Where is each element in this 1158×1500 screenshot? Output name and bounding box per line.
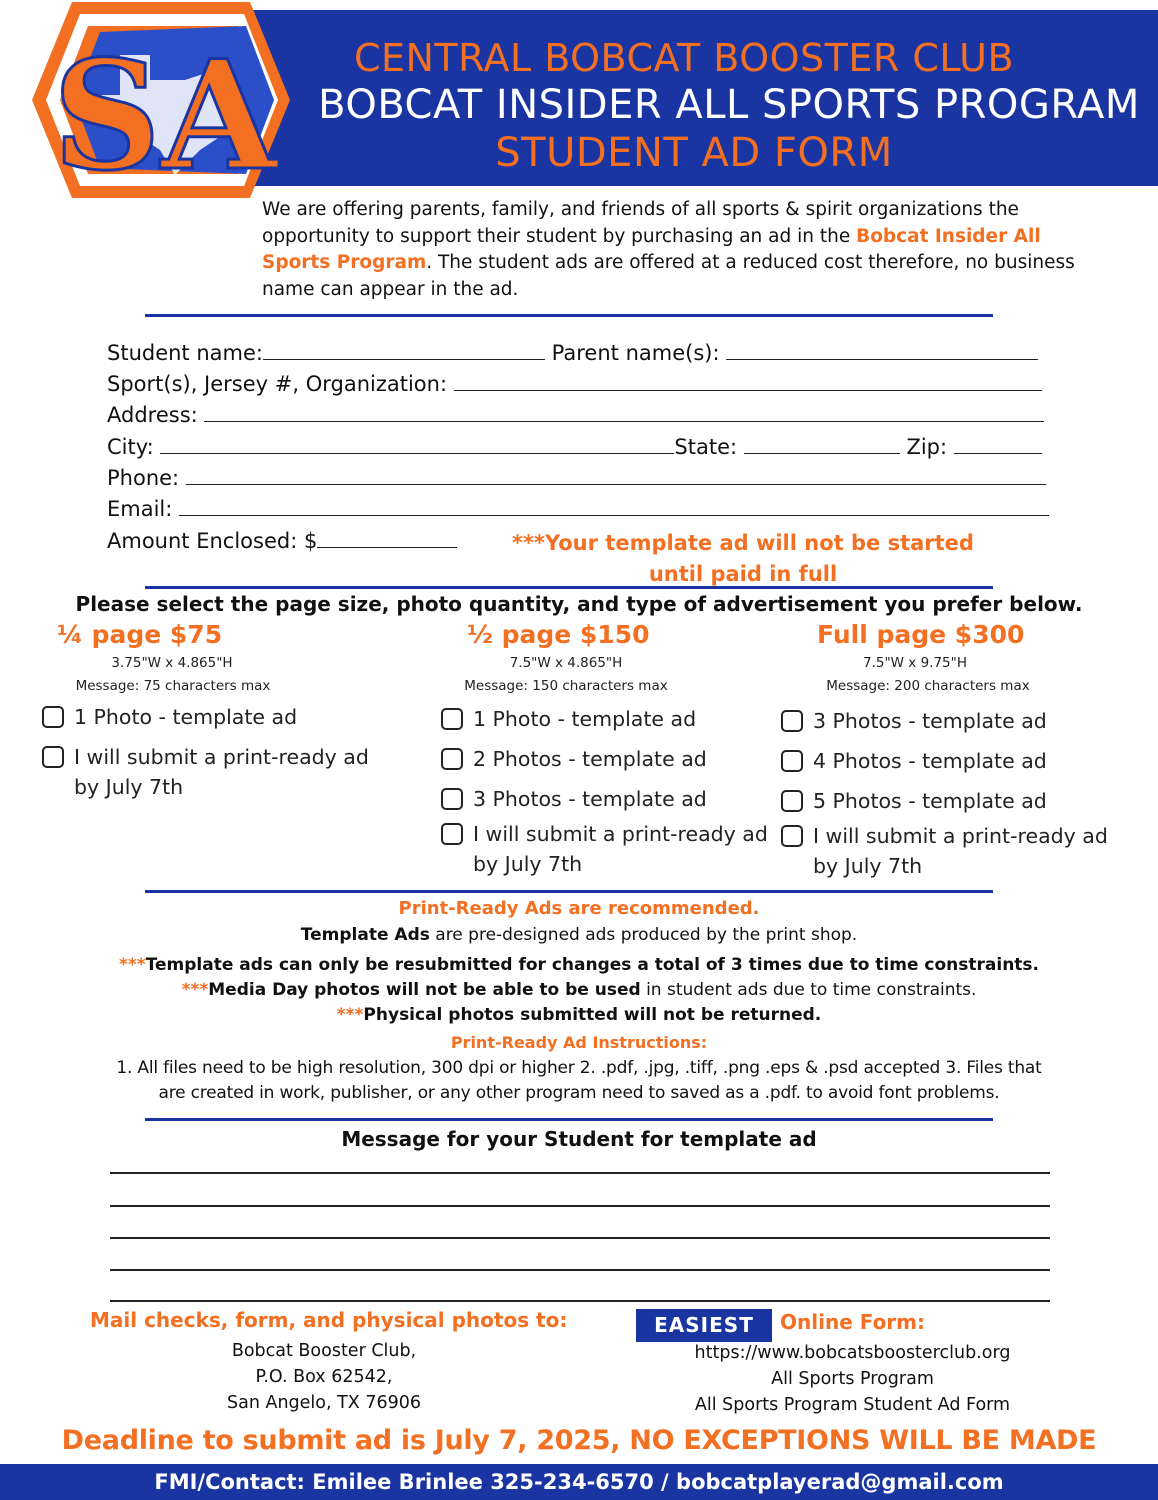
select-heading: Please select the page size, photo quantity, and type of advertisement you prefer below.	[75, 592, 1083, 616]
recommended-note: Print-Ready Ads are recommended.	[398, 898, 760, 919]
email-row	[107, 494, 1052, 525]
package-full-page	[781, 620, 1116, 881]
city-label: City:	[107, 435, 154, 459]
phone-input[interactable]	[186, 465, 1046, 485]
option-item: I will submit a print-ready ad by July 7th	[42, 742, 372, 802]
package-price: ½ page $150	[467, 620, 650, 649]
option-item: I will submit a print-ready ad by July 7th	[781, 821, 1111, 881]
sport-input[interactable]	[454, 371, 1042, 391]
template-note: Template Ads are pre-designed ads produced by the print shop.	[300, 925, 858, 945]
email-label: Email:	[107, 497, 173, 521]
intro-paragraph: We are offering parents, family, and friends of all sports & spirit organizations the opportunity to support their student by purchasing an ad in the Bobcat Insider All Sports Program. The student ads are offered at a reduced cost therefore, no business name can appear in the ad.	[262, 199, 1075, 300]
amount-label: Amount Enclosed: $	[107, 529, 318, 553]
package-price: ¼ page $75	[57, 620, 223, 649]
checkbox[interactable]	[781, 750, 803, 772]
online-url[interactable]: https://www.bobcatsboosterclub.org	[694, 1343, 1011, 1363]
message-line[interactable]	[110, 1300, 1050, 1302]
email-input[interactable]	[179, 496, 1049, 516]
media-day-note: ***Media Day photos will not be able to be used in student ads due to time constraints.	[181, 980, 977, 1000]
city-input[interactable]	[160, 434, 674, 454]
option-item: 4 Photos - template ad	[781, 746, 1116, 776]
parent-name-input[interactable]	[726, 340, 1038, 360]
easiest-badge: EASIEST	[636, 1309, 772, 1342]
online-section	[660, 1340, 1045, 1418]
state-input[interactable]	[744, 434, 900, 454]
state-label: State:	[674, 435, 738, 459]
amount-row	[107, 526, 487, 557]
option-item: 2 Photos - template ad	[441, 744, 776, 774]
checkbox[interactable]	[781, 790, 803, 812]
online-step: All Sports Program	[771, 1369, 934, 1389]
option-item: I will submit a print-ready ad by July 7th	[441, 819, 771, 879]
instructions-line: are created in work, publisher, or any other program need to saved as a .pdf. to avoid font problems.	[158, 1083, 1000, 1103]
zip-input[interactable]	[954, 434, 1042, 454]
deadline-banner: Deadline to submit ad is July 7, 2025, NO EXCEPTIONS WILL BE MADE	[61, 1425, 1097, 1456]
online-form-title: Online Form:	[780, 1310, 926, 1334]
program-highlight: Bobcat Insider All Sports Program	[262, 225, 1041, 273]
package-message-limit: Message: 200 characters max	[826, 678, 1030, 694]
option-item: 5 Photos - template ad	[781, 786, 1116, 816]
mail-address-line: P.O. Box 62542,	[255, 1367, 393, 1387]
physical-photos-note: ***Physical photos submitted will not be returned.	[336, 1005, 822, 1025]
student-name-label: Student name:	[107, 341, 263, 365]
instructions-line: 1. All files need to be high resolution, 300 dpi or higher 2. .pdf, .jpg, .tiff, .png .eps & .psd accepted 3. Files that	[116, 1058, 1042, 1078]
checkbox[interactable]	[42, 746, 64, 768]
address-row	[107, 400, 1052, 431]
mail-address-line: Bobcat Booster Club,	[231, 1341, 417, 1361]
sa-logo	[0, 0, 290, 240]
checkbox[interactable]	[781, 825, 803, 847]
zip-label: Zip:	[906, 435, 948, 459]
contact-footer: FMI/Contact: Emilee Brinlee 325-234-6570 / bobcatplayerad@gmail.com	[0, 1464, 1158, 1500]
package-dimensions: 7.5"W x 4.865"H	[509, 655, 623, 671]
package-message-limit: Message: 150 characters max	[464, 678, 668, 694]
message-line[interactable]	[110, 1237, 1050, 1239]
divider	[145, 314, 993, 317]
package-price: Full page $300	[817, 620, 1025, 649]
resubmit-note: ***Template ads can only be resubmitted for changes a total of 3 times due to time constraints.	[118, 955, 1040, 975]
package-message-limit: Message: 75 characters max	[75, 678, 271, 694]
address-label: Address:	[107, 403, 198, 427]
message-heading: Message for your Student for template ad	[341, 1127, 817, 1151]
option-item: 3 Photos - template ad	[781, 706, 1116, 736]
phone-label: Phone:	[107, 466, 180, 490]
svg-text:SA: SA	[52, 28, 278, 204]
city-row	[107, 432, 1052, 463]
option-item: 3 Photos - template ad	[441, 784, 776, 814]
amount-input[interactable]	[317, 528, 457, 548]
package-quarter-page	[42, 620, 372, 802]
student-name-input[interactable]	[263, 340, 545, 360]
option-item: 1 Photo - template ad	[441, 704, 776, 734]
checkbox[interactable]	[441, 788, 463, 810]
option-item: 1 Photo - template ad	[42, 702, 372, 732]
package-half-page	[441, 620, 776, 879]
online-step: All Sports Program Student Ad Form	[694, 1395, 1011, 1415]
sport-label: Sport(s), Jersey #, Organization:	[107, 372, 448, 396]
checkbox[interactable]	[42, 706, 64, 728]
sport-row	[107, 369, 1052, 400]
mail-address-line: San Angelo, TX 76906	[226, 1393, 422, 1413]
instructions-title: Print-Ready Ad Instructions:	[450, 1033, 708, 1052]
message-line[interactable]	[110, 1172, 1050, 1174]
message-line[interactable]	[110, 1205, 1050, 1207]
package-dimensions: 3.75"W x 4.865"H	[111, 655, 233, 671]
checkbox[interactable]	[781, 710, 803, 732]
checkbox[interactable]	[441, 748, 463, 770]
mail-title: Mail checks, form, and physical photos to:	[90, 1308, 568, 1332]
checkbox[interactable]	[441, 708, 463, 730]
package-dimensions: 7.5"W x 9.75"H	[862, 655, 968, 671]
address-input[interactable]	[204, 402, 1044, 422]
form-title: STUDENT AD FORM	[495, 130, 893, 176]
message-line[interactable]	[110, 1269, 1050, 1271]
divider	[145, 1118, 993, 1121]
payment-warning: ***Your template ad will not be started until paid in full	[512, 531, 974, 586]
name-row	[107, 338, 1052, 369]
org-title: CENTRAL BOBCAT BOOSTER CLUB	[353, 36, 1015, 80]
phone-row	[107, 463, 1052, 494]
program-title: BOBCAT INSIDER ALL SPORTS PROGRAM	[318, 82, 1140, 128]
mail-section	[90, 1308, 568, 1416]
parent-name-label: Parent name(s):	[551, 341, 720, 365]
divider	[145, 890, 993, 893]
divider	[145, 586, 993, 589]
checkbox[interactable]	[441, 823, 463, 845]
